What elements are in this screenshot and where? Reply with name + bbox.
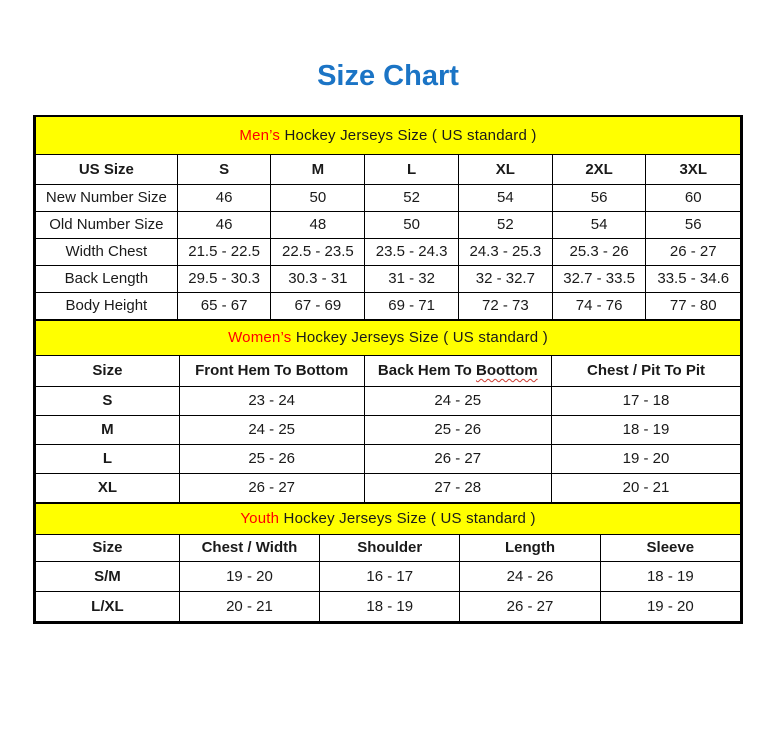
womens-section-banner bbox=[36, 320, 741, 355]
size-value-cell: 24 - 26 bbox=[460, 561, 600, 591]
table-row bbox=[36, 292, 741, 319]
size-value-cell: 26 - 27 bbox=[460, 591, 600, 621]
mens-column-header: M bbox=[271, 154, 365, 184]
size-value-cell: 24 - 25 bbox=[179, 415, 364, 444]
size-value-cell: 24 - 25 bbox=[364, 386, 552, 415]
size-value-cell: 30.3 - 31 bbox=[271, 265, 365, 292]
section-title-text: Hockey Jerseys Size ( US standard ) bbox=[280, 126, 537, 144]
row-label: Old Number Size bbox=[36, 211, 178, 238]
table-row bbox=[36, 265, 741, 292]
size-value-cell: 26 - 27 bbox=[364, 444, 552, 473]
youth-column-header: Shoulder bbox=[320, 534, 460, 561]
section-title-highlight: Men’s bbox=[239, 126, 281, 144]
table-row bbox=[36, 591, 741, 621]
youth-column-header: Size bbox=[36, 534, 180, 561]
mens-column-header: US Size bbox=[36, 154, 178, 184]
table-row bbox=[36, 415, 741, 444]
row-label: Body Height bbox=[36, 292, 178, 319]
page-title: Size Chart bbox=[317, 60, 459, 92]
misspelled-word: Boottom bbox=[475, 362, 538, 379]
size-value-cell: 77 - 80 bbox=[646, 292, 741, 319]
size-value-cell: 23 - 24 bbox=[179, 386, 364, 415]
mens-column-header-row bbox=[36, 154, 741, 184]
size-value-cell: 25 - 26 bbox=[179, 444, 364, 473]
table-row bbox=[36, 211, 741, 238]
size-value-cell: 18 - 19 bbox=[552, 415, 741, 444]
size-value-cell: 50 bbox=[365, 211, 459, 238]
row-label: New Number Size bbox=[36, 184, 178, 211]
mens-column-header: L bbox=[365, 154, 459, 184]
table-row bbox=[36, 473, 741, 502]
size-chart-container bbox=[33, 115, 743, 624]
size-value-cell: 24.3 - 25.3 bbox=[458, 238, 552, 265]
size-value-cell: 50 bbox=[271, 184, 365, 211]
womens-banner-row bbox=[36, 320, 741, 355]
size-value-cell: 22.5 - 23.5 bbox=[271, 238, 365, 265]
mens-column-header: S bbox=[177, 154, 271, 184]
mens-column-header: XL bbox=[458, 154, 552, 184]
size-value-cell: 72 - 73 bbox=[458, 292, 552, 319]
size-value-cell: 16 - 17 bbox=[320, 561, 460, 591]
size-value-cell: 27 - 28 bbox=[364, 473, 552, 502]
size-value-cell: 18 - 19 bbox=[320, 591, 460, 621]
womens-column-header: Size bbox=[36, 355, 180, 386]
womens-column-header-row bbox=[36, 355, 741, 386]
row-label: L/XL bbox=[36, 591, 180, 621]
column-header-text: Back Hem To bbox=[377, 362, 476, 379]
size-value-cell: 56 bbox=[646, 211, 741, 238]
mens-column-header: 2XL bbox=[552, 154, 646, 184]
size-chart-page bbox=[0, 60, 776, 624]
row-label: S/M bbox=[36, 561, 180, 591]
youth-column-header: Chest / Width bbox=[179, 534, 319, 561]
size-value-cell: 19 - 20 bbox=[552, 444, 741, 473]
table-row bbox=[36, 561, 741, 591]
womens-size-table bbox=[35, 320, 741, 503]
size-value-cell: 54 bbox=[458, 184, 552, 211]
size-value-cell: 54 bbox=[552, 211, 646, 238]
section-title-highlight: Youth bbox=[240, 510, 280, 527]
size-value-cell: 29.5 - 30.3 bbox=[177, 265, 271, 292]
mens-banner-row bbox=[36, 117, 741, 154]
size-value-cell: 67 - 69 bbox=[271, 292, 365, 319]
row-label: M bbox=[36, 415, 180, 444]
size-value-cell: 31 - 32 bbox=[365, 265, 459, 292]
size-value-cell: 52 bbox=[458, 211, 552, 238]
row-label: S bbox=[36, 386, 180, 415]
section-title-highlight: Women’s bbox=[228, 329, 292, 346]
section-title-text: Hockey Jerseys Size ( US standard ) bbox=[291, 329, 548, 346]
section-title-text: Hockey Jerseys Size ( US standard ) bbox=[279, 510, 536, 527]
row-label: Width Chest bbox=[36, 238, 178, 265]
size-value-cell: 33.5 - 34.6 bbox=[646, 265, 741, 292]
mens-column-header: 3XL bbox=[646, 154, 741, 184]
size-value-cell: 20 - 21 bbox=[179, 591, 319, 621]
size-value-cell: 18 - 19 bbox=[600, 561, 740, 591]
size-value-cell: 26 - 27 bbox=[179, 473, 364, 502]
table-row bbox=[36, 386, 741, 415]
size-value-cell: 65 - 67 bbox=[177, 292, 271, 319]
youth-section-banner bbox=[36, 503, 741, 534]
youth-column-header: Sleeve bbox=[600, 534, 740, 561]
size-value-cell: 60 bbox=[646, 184, 741, 211]
row-label: XL bbox=[36, 473, 180, 502]
size-value-cell: 19 - 20 bbox=[179, 561, 319, 591]
size-value-cell: 25.3 - 26 bbox=[552, 238, 646, 265]
youth-column-header-row bbox=[36, 534, 741, 561]
table-row bbox=[36, 238, 741, 265]
row-label: Back Length bbox=[36, 265, 178, 292]
size-value-cell: 32.7 - 33.5 bbox=[552, 265, 646, 292]
size-value-cell: 46 bbox=[177, 211, 271, 238]
size-value-cell: 19 - 20 bbox=[600, 591, 740, 621]
mens-size-table bbox=[35, 117, 741, 320]
mens-section-banner bbox=[36, 117, 741, 154]
size-value-cell: 56 bbox=[552, 184, 646, 211]
size-value-cell: 23.5 - 24.3 bbox=[365, 238, 459, 265]
table-row bbox=[36, 444, 741, 473]
youth-size-table bbox=[35, 503, 741, 622]
womens-column-header: Chest / Pit To Pit bbox=[552, 355, 741, 386]
youth-banner-row bbox=[36, 503, 741, 534]
womens-column-header bbox=[364, 355, 552, 386]
size-value-cell: 52 bbox=[365, 184, 459, 211]
table-row bbox=[36, 184, 741, 211]
size-value-cell: 20 - 21 bbox=[552, 473, 741, 502]
size-value-cell: 17 - 18 bbox=[552, 386, 741, 415]
row-label: L bbox=[36, 444, 180, 473]
size-value-cell: 46 bbox=[177, 184, 271, 211]
size-value-cell: 32 - 32.7 bbox=[458, 265, 552, 292]
size-value-cell: 21.5 - 22.5 bbox=[177, 238, 271, 265]
size-value-cell: 74 - 76 bbox=[552, 292, 646, 319]
size-value-cell: 69 - 71 bbox=[365, 292, 459, 319]
size-value-cell: 26 - 27 bbox=[646, 238, 741, 265]
womens-column-header: Front Hem To Bottom bbox=[179, 355, 364, 386]
size-value-cell: 48 bbox=[271, 211, 365, 238]
size-value-cell: 25 - 26 bbox=[364, 415, 552, 444]
youth-column-header: Length bbox=[460, 534, 600, 561]
